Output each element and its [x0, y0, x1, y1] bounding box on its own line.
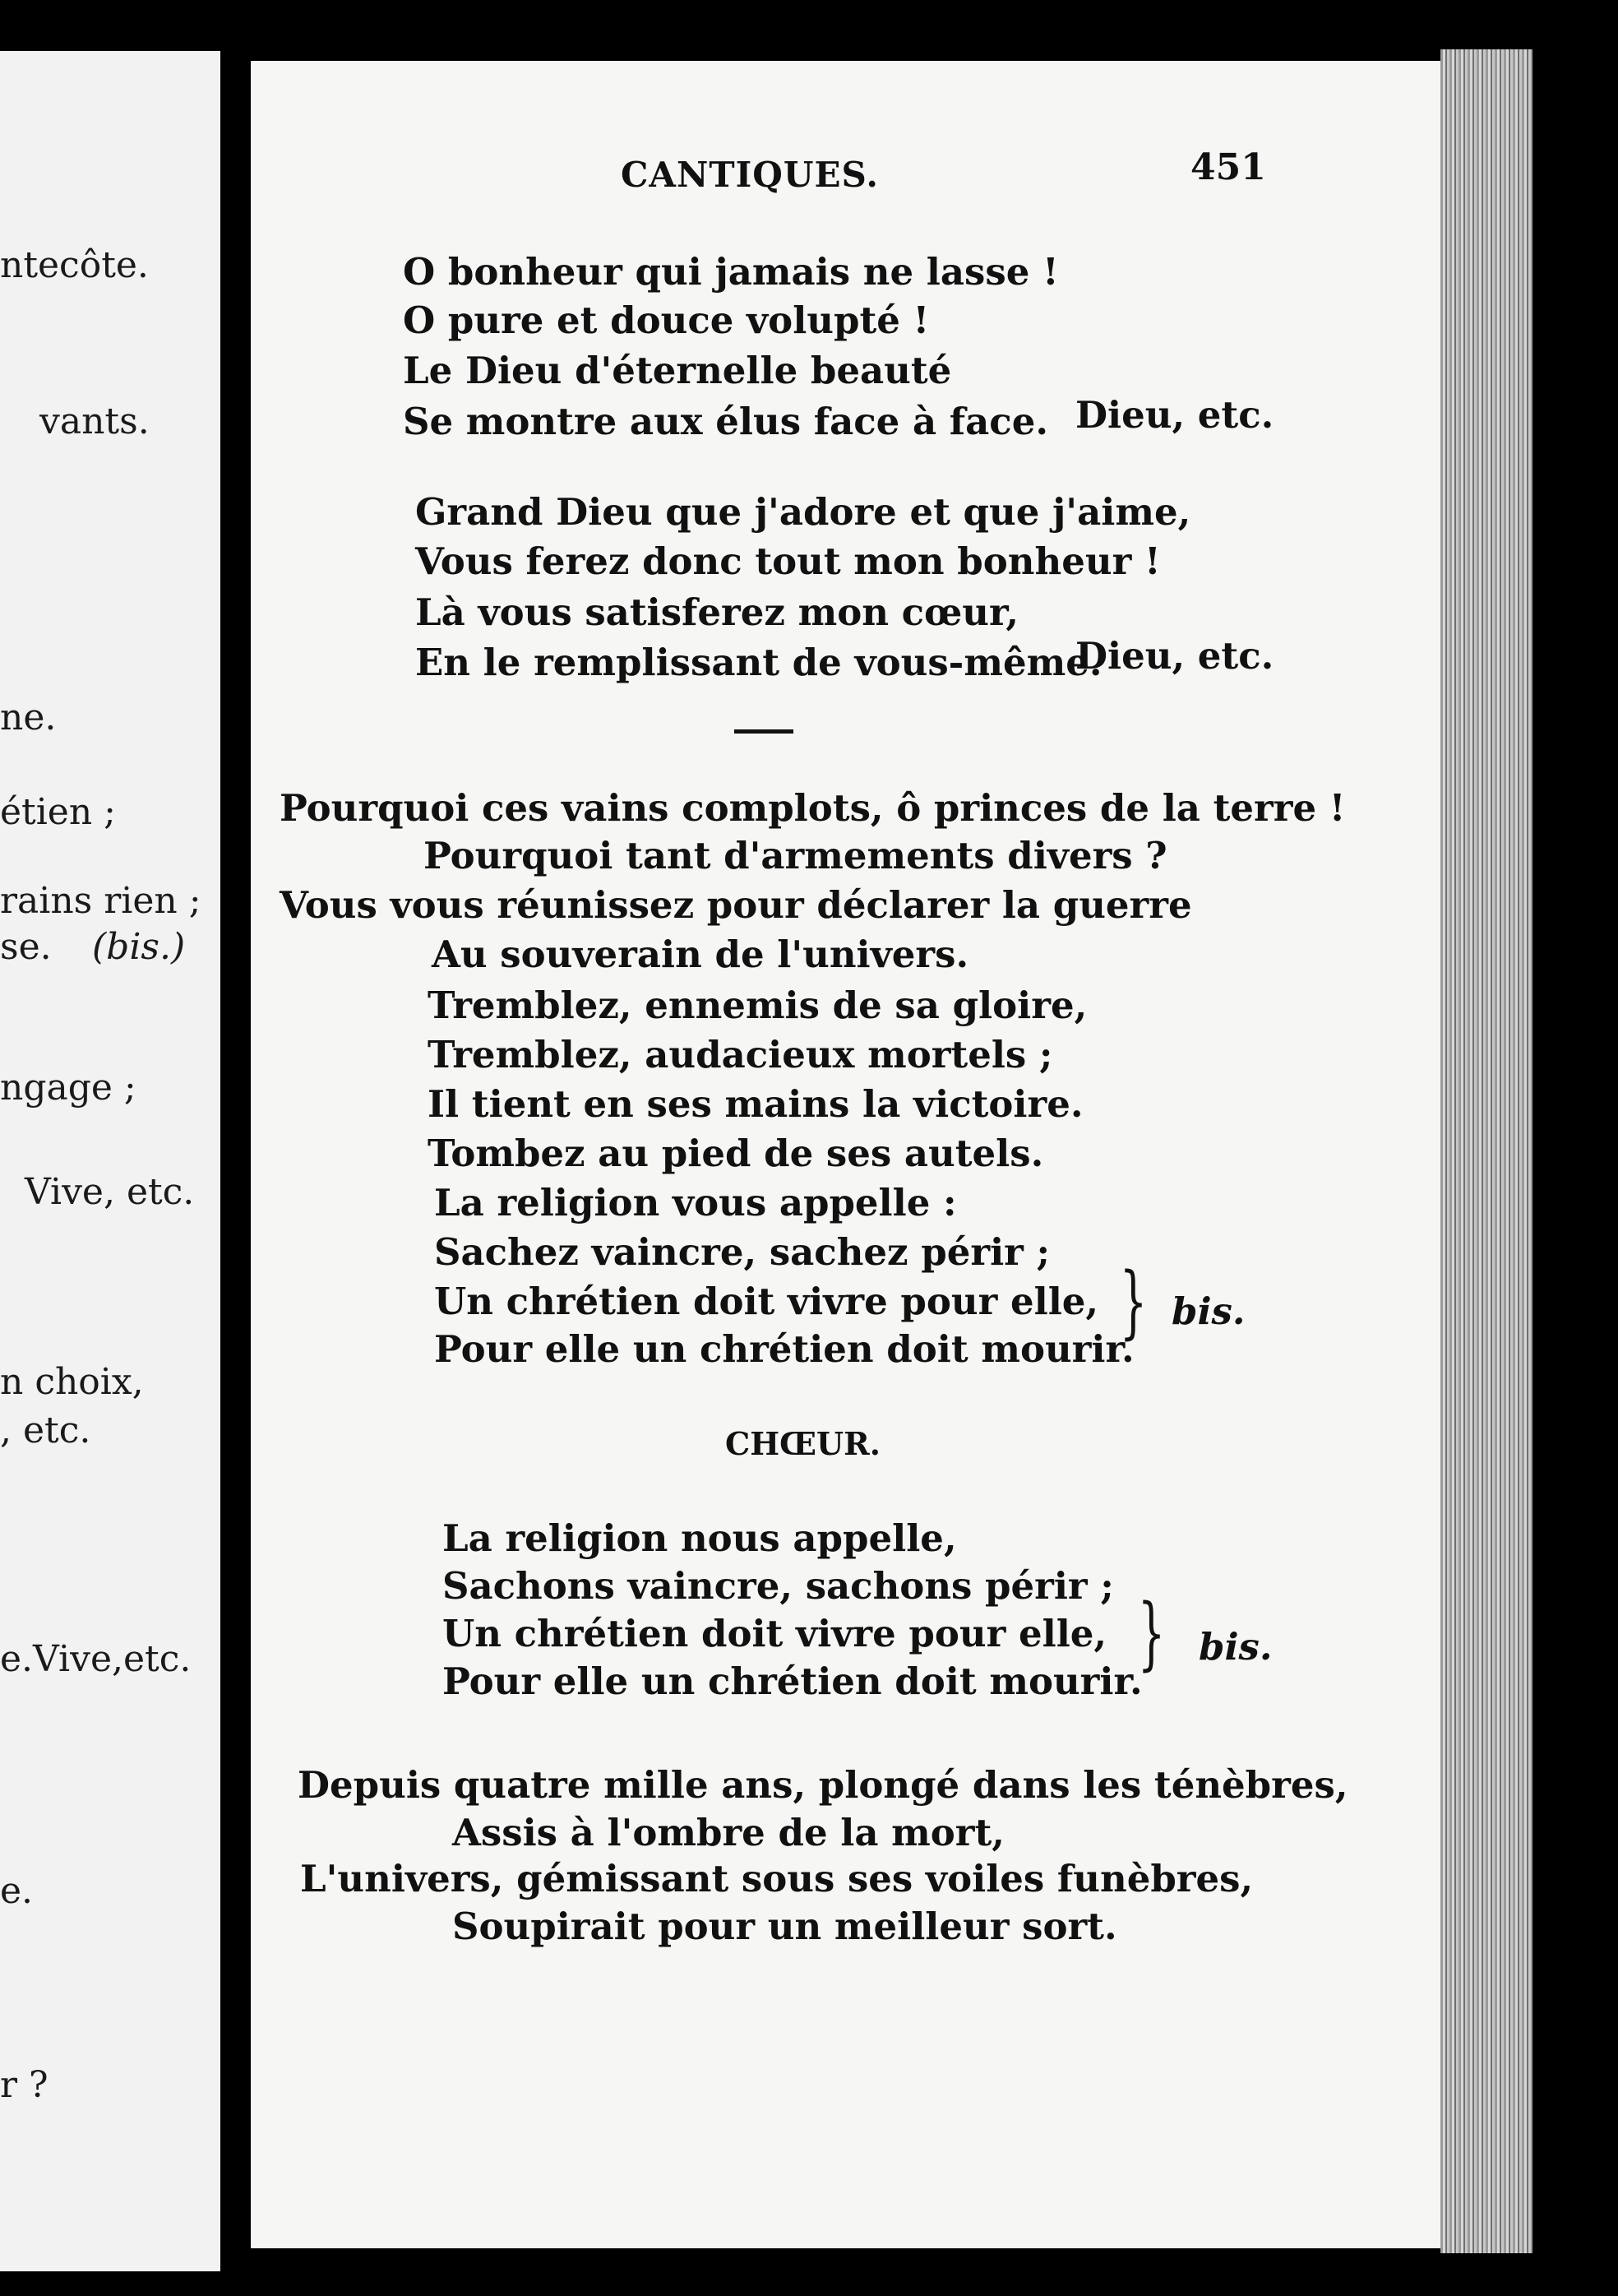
verse-line: La religion nous appelle, [442, 1516, 957, 1560]
repeat-label: bis. [1199, 1625, 1273, 1669]
left-text-fragment: n choix, [0, 1361, 144, 1403]
facing-page-fragment [0, 51, 220, 2271]
left-text-fragment: étien ; [0, 791, 116, 833]
left-text-fragment: ne. [0, 697, 57, 738]
verse-line: Un chrétien doit vivre pour elle, [442, 1612, 1107, 1655]
verse-line: La religion vous appelle : [434, 1181, 957, 1224]
verse-line: Pour elle un chrétien doit mourir. [434, 1327, 1135, 1371]
verse-line: O bonheur qui jamais ne lasse ! [403, 250, 1059, 294]
verse-line: Sachez vaincre, sachez périr ; [434, 1230, 1051, 1274]
verse-line: Sachons vaincre, sachons périr ; [442, 1564, 1114, 1608]
verse-line: Au souverain de l'univers. [432, 933, 969, 976]
running-header: CANTIQUES. [621, 155, 879, 195]
verse-line: Soupirait pour un meilleur sort. [452, 1905, 1117, 1948]
verse-line: Grand Dieu que j'adore et que j'aime, [415, 490, 1191, 534]
left-text-fragment: e. [0, 1870, 34, 1912]
left-text-fragment: ntecôte. [0, 244, 149, 286]
left-text-fragment: vants. [39, 400, 150, 442]
verse-line: Pourquoi ces vains complots, ô princes de la terre ! [280, 786, 1346, 830]
verse-line: Un chrétien doit vivre pour elle, [434, 1280, 1099, 1323]
left-text-fragment: ngage ; [0, 1067, 136, 1109]
verse-line: Pourquoi tant d'armements divers ? [423, 834, 1167, 877]
left-text-fragment: rains rien ; [0, 880, 201, 922]
verse-line: Pour elle un chrétien doit mourir. [442, 1660, 1143, 1703]
verse-line: Vous ferez donc tout mon bonheur ! [415, 539, 1161, 583]
left-text-fragment: e.Vive,etc. [0, 1638, 192, 1680]
repeat-label: bis. [1172, 1289, 1246, 1333]
chorus-heading: CHŒUR. [725, 1425, 881, 1462]
verse-line: Depuis quatre mille ans, plongé dans les ténèbres, [298, 1763, 1348, 1807]
refrain-cue: Dieu, etc. [1075, 393, 1274, 437]
page-number: 451 [1190, 146, 1266, 188]
page-edge-stack [1440, 49, 1532, 2253]
verse-line: Tombez au pied de ses autels. [428, 1132, 1044, 1175]
refrain-cue: Dieu, etc. [1075, 634, 1274, 678]
verse-line: Tremblez, audacieux mortels ; [428, 1033, 1053, 1076]
repeat-brace: } [1137, 1587, 1166, 1679]
verse-line: Vous vous réunissez pour déclarer la guerre [280, 883, 1192, 927]
section-divider [734, 729, 793, 734]
verse-line: En le remplissant de vous-même. [415, 641, 1103, 684]
verse-line: Assis à l'ombre de la mort, [452, 1811, 1005, 1854]
verse-line: O pure et douce volupté ! [403, 299, 930, 342]
left-text-fragment: r ? [0, 2064, 49, 2106]
verse-line: Tremblez, ennemis de sa gloire, [428, 984, 1088, 1027]
left-text-fragment: Vive, etc. [25, 1171, 195, 1213]
left-text-fragment: (bis.) [92, 926, 186, 968]
verse-line: Là vous satisferez mon cœur, [415, 590, 1019, 634]
verse-line: Se montre aux élus face à face. [403, 400, 1048, 443]
repeat-brace: } [1119, 1256, 1148, 1348]
left-text-fragment: se. [0, 926, 52, 968]
verse-line: L'univers, gémissant sous ses voiles funèbres, [300, 1857, 1254, 1900]
left-text-fragment: , etc. [0, 1410, 91, 1451]
verse-line: Le Dieu d'éternelle beauté [403, 349, 952, 392]
verse-line: Il tient en ses mains la victoire. [428, 1082, 1084, 1126]
